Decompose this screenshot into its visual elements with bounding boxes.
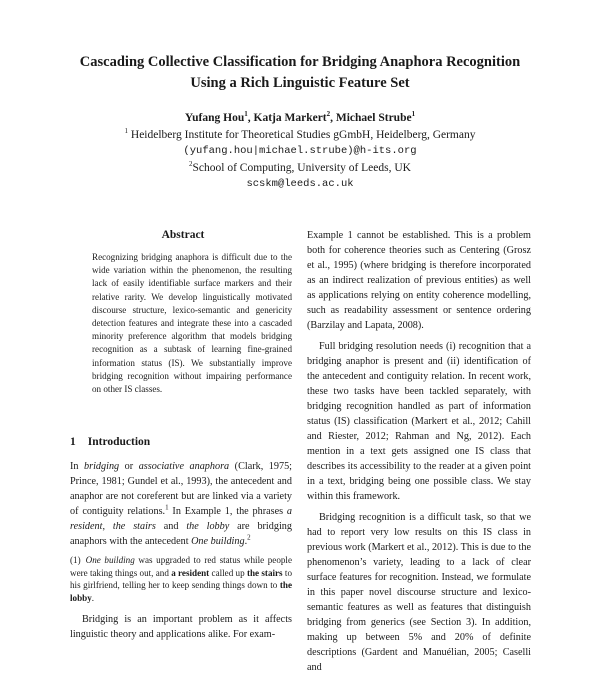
email-2: scskm@leeds.ac.uk [246, 178, 354, 190]
intro-paragraph-1: In bridging or associative anaphora (Clark, 1975; Prince, 1981; Gundel et al., 1993), the antecedent and anaphor are not coreferent but are linked via a variety of contiguity relations.$^1$ In Example 1, the phrases a resident, the stairs and the lobby are bridging anaphors with the antecedent One building.$^2$ [70, 461, 292, 547]
footnote-mark: 1 [165, 503, 169, 512]
section-number: 1 [70, 436, 76, 448]
example-1: (1) One building was upgraded to red status while people were taking things out, and a resident called up the stairs to his girlfriend, telling her to keep sending things down to the lobby. [70, 555, 292, 603]
right-paragraph-3: Bridging recognition is a difficult task, so that we had to report very low results on this IS class in previous work (Markert et al., 2012). This is due to the phenomenon’s variety, leading to a lack of clear surface features for recognition. Instead, we formulate in this paper novel discourse structure and lexico-semantic features as well as features that distinguish bridging from generics (see Section 3). In addition, making up between 5% and 20% of definite descriptions (Gardent and Manuélian, 2005; Caselli and [307, 512, 531, 673]
right-paragraph-1: Example 1 cannot be established. This is a problem both for coherence theories such as Centering (Grosz et al., 1995) (where bridging is therefore incorporated as an indirect realization of previous entities) as well as applications relying on entity coherence modelling, such as readability assessment or sentence ordering (Barzilay and Lapata, 2008). [307, 230, 531, 331]
title-line-2: Using a Rich Linguistic Feature Set [190, 75, 410, 91]
left-column-body [70, 459, 292, 642]
right-paragraph-2: Full bridging resolution needs (i) recognition that a bridging anaphor is present and (ii) identification of the antecedent and contiguity relation. In recent work, these two tasks have been tackled separately, with bridging recognition handled as part of information status (IS) classification (Markert et al., 2012; Cahill and Riester, 2012; Rahman and Ng, 2012). Each mention in a text gets assigned one IS class that describes its accessibility to the reader at a given point in a text, bridging being one possible class. We stay within this framework. [307, 341, 531, 502]
author-1: Yufang Hou [184, 112, 245, 124]
author-2: Katja Markert [253, 112, 327, 124]
abstract-text: Recognizing bridging anaphora is difficult due to the wide variation within the phenomenon, the resulting lack of easily identifiable surface markers and their relative rarity. We develop linguistically motivated discourse structure, lexico-semantic and genericity detection features and integrate these into a cascaded minority preference algorithm that models bridging recognition as a subtask of learning fine-grained information status (IS). We substantially improve bridging recognition without impairing performance on other IS classes. [92, 252, 292, 395]
intro-paragraph-2: Bridging is an important problem as it affects linguistic theory and applications alike. For exam- [70, 614, 292, 641]
section-title: Introduction [87, 436, 151, 448]
section-heading [70, 436, 162, 448]
right-column-body [307, 228, 531, 681]
title-line-1: Cascading Collective Classification for Bridging Anaphora Recognition [79, 54, 521, 70]
email-1: (yufang.hou|michael.strube)@h-its.org [183, 145, 417, 157]
author-names: Yufang Hou$^1$, Katja Markert$^2$, Michael Strube$^1$ [184, 110, 416, 124]
affiliation-2: $^2$School of Computing, University of Leeds, UK [189, 159, 411, 174]
footnote-mark: 2 [247, 533, 251, 542]
affiliation-1: $^1$ Heidelberg Institute for Theoretical Studies gGmbH, Heidelberg, Germany [124, 126, 476, 141]
author-3: Michael Strube [335, 112, 412, 124]
author-block [40, 110, 560, 193]
paper-title [40, 52, 560, 94]
abstract-heading: Abstract [161, 229, 205, 241]
